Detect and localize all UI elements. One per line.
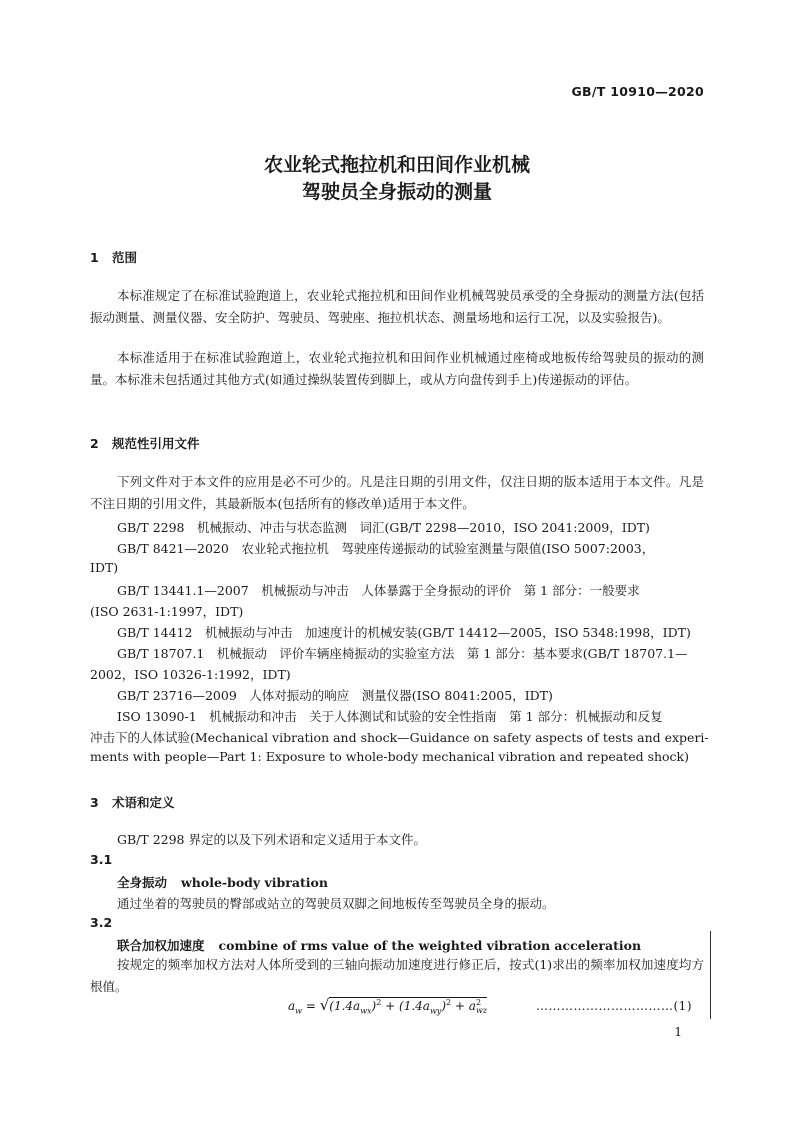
term-english: whole-body vibration: [181, 875, 328, 890]
terms-intro: GB/T 2298 界定的以及下列术语和定义适用于本文件。: [117, 832, 426, 847]
reference-item: GB/T 2298 机械振动、冲击与状态监测 词汇(GB/T 2298—2010，ISO 2041:2009，IDT): [117, 520, 650, 535]
term-entry: [117, 936, 641, 954]
term-entry: [117, 873, 328, 891]
formula-sup3: 2: [475, 997, 482, 1007]
section-title: 规范性引用文件: [112, 436, 200, 451]
reference-item-continuation: 冲击下的人体试验(Mechanical vibration and shock—Guidance on safety aspects of tests and experi-: [90, 730, 709, 745]
sqrt-icon: √: [319, 996, 330, 1014]
section-heading-terms-definitions: [90, 793, 175, 811]
section-heading-normative-references: [90, 434, 200, 452]
reference-item: ISO 13090-1 机械振动和冲击 关于人体测试和试验的安全性指南 第 1 部分：机械振动和反复: [117, 709, 663, 724]
section-heading-scope: [90, 248, 137, 266]
section-number: 2: [90, 436, 99, 451]
reference-item-continuation: ments with people—Part 1: Exposure to whole-body mechanical vibration and repeated shock): [90, 749, 690, 764]
formula-term3: a: [468, 999, 476, 1013]
formula-lhs: a: [288, 999, 296, 1013]
formula-sub3: wz: [475, 1005, 487, 1015]
page-number: 1: [674, 1025, 682, 1039]
formula-close2: ): [441, 999, 446, 1013]
term-chinese: 全身振动: [117, 875, 168, 890]
formula-sub2: wy: [429, 1006, 442, 1016]
document-title-line2: 驾驶员全身振动的测量: [301, 181, 492, 203]
scope-paragraph-1: 本标准规定了在标准试验跑道上，农业轮式拖拉机和田间作业机械驾驶员承受的全身振动的测量方法(包括振动测量、测量仪器、安全防护、驾驶员、驾驶座、拖拉机状态、测量场地和运行工况，以及实验报告)。: [90, 288, 704, 325]
formula-term2: (1.4a: [399, 999, 430, 1013]
section-number: 3: [90, 795, 99, 810]
formula-plus2: +: [451, 999, 469, 1013]
term-number: 3.1: [90, 852, 113, 867]
formula-lhs-sub: w: [295, 1006, 303, 1016]
term-definition: 通过坐着的驾驶员的臀部或站立的驾驶员双脚之间地板传至驾驶员全身的振动。: [117, 896, 555, 911]
change-bar: [710, 931, 711, 1019]
formula-sup2: 2: [446, 998, 452, 1007]
formula-plus1: +: [381, 999, 400, 1013]
reference-item-continuation: (ISO 2631-1:1997，IDT): [90, 604, 244, 619]
reference-item: GB/T 13441.1—2007 机械振动与冲击 人体暴露于全身振动的评价 第 1 部分：一般要求: [117, 583, 640, 598]
formula-term3-scripts: [476, 999, 487, 1015]
section-number: 1: [90, 250, 99, 265]
document-title-line1: 农业轮式拖拉机和田间作业机械: [263, 154, 530, 176]
section-title: 术语和定义: [112, 795, 175, 810]
term-definition: 按规定的频率加权方法对人体所受到的三轴向振动加速度进行修正后，按式(1)求出的频率加权加速度均方根值。: [90, 957, 704, 994]
reference-item: GB/T 23716—2009 人体对振动的响应 测量仪器(ISO 8041:2005，IDT): [117, 688, 553, 703]
term-chinese: 联合加权加速度: [117, 938, 205, 953]
formula-number: ……………………………(1): [536, 999, 692, 1013]
formula-close1: ): [371, 999, 377, 1013]
reference-item: GB/T 18707.1 机械振动 评价车辆座椅振动的实验室方法 第 1 部分：基本要求(GB/T 18707.1—: [117, 646, 688, 661]
scope-paragraph-2: 本标准适用于在标准试验跑道上，农业轮式拖拉机和田间作业机械通过座椅或地板传给驾驶员的振动的测量。本标准未包括通过其他方式(如通过操纵装置传到脚上，或从方向盘传到手上)传递振动的评估。: [90, 350, 704, 387]
term-english: combine of rms value of the weighted vibration acceleration: [218, 938, 642, 953]
reference-item: GB/T 8421—2020 农业轮式拖拉机 驾驶座传递振动的试验室测量与限值(ISO 5007:2003，: [117, 541, 655, 556]
formula-equals: =: [302, 999, 320, 1013]
formula-radicand: [329, 997, 487, 1016]
formula-sup1: 2: [376, 998, 382, 1007]
formula-term1: (1.4a: [329, 999, 361, 1013]
standard-code: GB/T 10910—2020: [571, 84, 704, 99]
term-number: 3.2: [90, 915, 113, 930]
formula-1: [288, 996, 487, 1015]
reference-item-continuation: 2002，ISO 10326-1:1992，IDT): [90, 667, 291, 682]
reference-item-continuation: IDT): [90, 560, 119, 575]
reference-item: GB/T 14412 机械振动与冲击 加速度计的机械安装(GB/T 14412—2005，ISO 5348:1998，IDT): [117, 625, 691, 640]
formula-sub1: wx: [360, 1006, 372, 1016]
section-title: 范围: [112, 250, 138, 265]
references-intro-paragraph: 下列文件对于本文件的应用是必不可少的。凡是注日期的引用文件，仅注日期的版本适用于本文件。凡是不注日期的引用文件，其最新版本(包括所有的修改单)适用于本文件。: [90, 474, 704, 511]
